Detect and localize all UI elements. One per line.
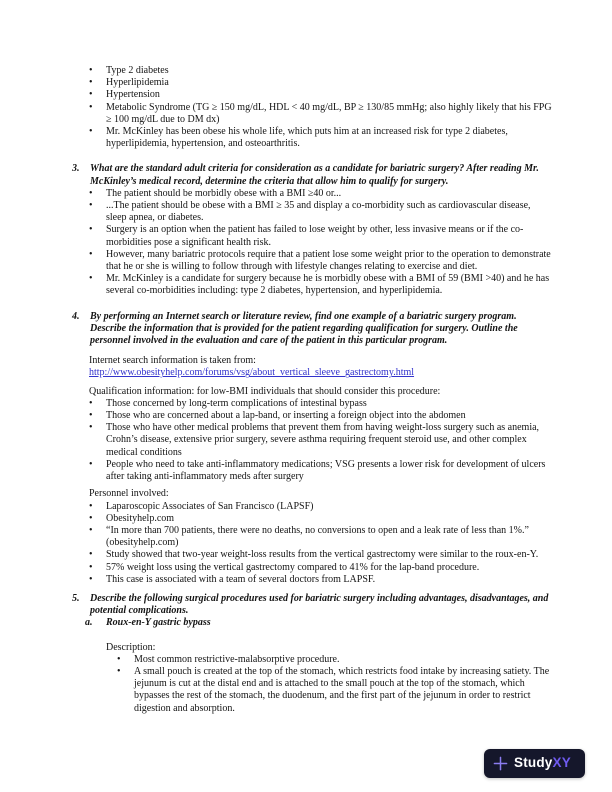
list-item: [72, 410, 552, 422]
bullet-text: ...The patient should be obese with a BMI ≥ 35 and display a co-morbidity such as cardiovascular disease, sleep apnea, or diabetes.: [106, 200, 531, 224]
question-number: 5.: [72, 592, 80, 604]
question-text: Describe the following surgical procedures used for bariatric surgery including advantages, disadvantages, and potential complications.: [90, 592, 549, 617]
bullet-glyph: •: [89, 561, 93, 573]
list-item: [72, 562, 552, 574]
document-content: [72, 65, 552, 715]
question-number: 4.: [72, 310, 80, 322]
question-3: [72, 163, 552, 187]
personnel-list: [72, 501, 552, 586]
list-item: [72, 249, 552, 273]
qualification-list: [72, 398, 552, 483]
bullet-text: People who need to take anti-inflammatory medications; VSG presents a lower risk for development of ulcers after taking anti-inflammatory meds after surgery: [106, 458, 546, 483]
bullet-glyph: •: [89, 422, 93, 434]
question-number: 3.: [72, 163, 80, 175]
bullet-glyph: •: [89, 500, 93, 512]
bullet-glyph: •: [89, 77, 93, 89]
sub-question-title: Roux-en-Y gastric bypass: [106, 617, 211, 629]
bullet-glyph: •: [89, 458, 93, 470]
bullet-glyph: •: [89, 549, 93, 561]
list-item: [72, 654, 552, 666]
bullet-glyph: •: [89, 200, 93, 212]
list-item: [72, 273, 552, 297]
bullet-text: Metabolic Syndrome (TG ≥ 150 mg/dL, HDL < 40 mg/dL, BP ≥ 130/85 mmHg; also highly likely that his FPG ≥ 100 mg/dL due to DM dx): [106, 101, 552, 125]
list-item: [72, 126, 552, 150]
bullet-text: Type 2 diabetes: [106, 65, 169, 76]
bullet-text: Mr. McKinley has been obese his whole life, which puts him at an increased risk for type 2 diabetes, hyperlipidemia, hypertension, and osteoarthritis.: [106, 126, 508, 150]
list-item: [72, 422, 552, 459]
bullet-text: Hyperlipidemia: [106, 77, 169, 89]
intro-bullet-list: [72, 65, 552, 150]
bullet-glyph: •: [89, 524, 93, 536]
bullet-glyph: •: [89, 397, 93, 409]
list-item: [72, 398, 552, 410]
bullet-glyph: •: [89, 187, 93, 199]
bullet-glyph: •: [89, 89, 93, 101]
sub-question-label: a.: [85, 617, 93, 629]
list-item: [72, 549, 552, 561]
bullet-text: The patient should be morbidly obese with a BMI ≥40 or...: [106, 187, 342, 199]
bullet-text: Those who have other medical problems that prevent them from having weight-loss surgery such as anemia, Crohn’s disease, extensive prior surgery, severe asthma requiring frequent steroid use, and other complex medical conditions: [106, 422, 540, 458]
bullet-glyph: •: [89, 512, 93, 524]
question-4: [72, 311, 552, 348]
bullet-text: 57% weight loss using the vertical gastrectomy compared to 41% for the lap-band procedure.: [106, 561, 480, 573]
list-item: [72, 501, 552, 513]
source-intro-text: Internet search information is taken from:: [89, 355, 256, 367]
list-item: [72, 200, 552, 224]
bullet-glyph: •: [117, 665, 121, 677]
bullet-text: Those who are concerned about a lap-band, or inserting a foreign object into the abdomen: [106, 410, 466, 422]
bullet-glyph: •: [89, 248, 93, 260]
bullet-text: However, many bariatric protocols require that a patient lose some weight prior to the operation to demonstrate that he or she is willing to follow through with lifestyle changes relating to exercise and diet.: [106, 248, 551, 273]
bullet-glyph: •: [89, 65, 93, 76]
question-5: [72, 593, 552, 617]
list-item: [72, 65, 552, 77]
bullet-text: Hypertension: [106, 89, 160, 101]
bullet-text: “In more than 700 patients, there were no deaths, no conversions to open and a leak rate of less than 1%.” (obesityhelp.com): [106, 524, 529, 549]
qualification-heading: Qualification information: for low-BMI individuals that should consider this procedure:: [89, 385, 441, 397]
brand-name-primary: Study: [514, 755, 553, 771]
list-item: [72, 102, 552, 126]
question-5a: [85, 617, 552, 629]
bullet-text: Most common restrictive-malabsorptive procedure.: [134, 653, 340, 665]
plus-icon: [493, 756, 508, 771]
bullet-glyph: •: [89, 410, 93, 422]
bullet-text: This case is associated with a team of several doctors from LAPSF.: [106, 573, 376, 585]
list-item: [72, 89, 552, 101]
description-heading: Description:: [106, 641, 156, 653]
source-url-link[interactable]: http://www.obesityhelp.com/forums/vsg/about_vertical_sleeve_gastrectomy.html: [89, 367, 415, 379]
personnel-heading: Personnel involved:: [89, 488, 169, 500]
list-item: [72, 666, 552, 715]
list-item: [72, 513, 552, 525]
bullet-glyph: •: [89, 101, 93, 113]
list-item: [72, 224, 552, 248]
list-item: [72, 574, 552, 586]
list-item: [72, 459, 552, 483]
question-text: By performing an Internet search or literature review, find one example of a bariatric surgery program. Describe the information that is provided for the patient regarding qualification for surgery. Outline the personnel involved in the evaluation and care of the patient in this particular program.: [90, 310, 518, 347]
bullet-text: Obesityhelp.com: [106, 512, 175, 524]
list-item: [72, 77, 552, 89]
bullet-text: A small pouch is created at the top of the stomach, which restricts food intake by increasing satiety. The jejunum is cut at the distal end and is attached to the small pouch at the top of the stomach, which bypasses the rest of the stomach, the duodenum, and the first part of the jejunum in order to restrict digestion and absorption.: [134, 665, 550, 714]
brand-name-accent: XY: [552, 755, 571, 771]
bullet-glyph: •: [89, 573, 93, 585]
brand-wordmark: [514, 757, 571, 769]
bullet-text: Those concerned by long-term complications of intestinal bypass: [106, 397, 367, 409]
bullet-glyph: •: [89, 224, 93, 236]
bullet-glyph: •: [89, 273, 93, 285]
bullet-glyph: •: [89, 126, 93, 138]
studyxy-logo: [484, 749, 585, 778]
list-item: [72, 525, 552, 549]
bullet-text: Surgery is an option when the patient has failed to lose weight by other, less invasive means or if the co-morbidities pose a significant health risk.: [106, 224, 524, 248]
bullet-text: Study showed that two-year weight-loss results from the vertical gastrectomy were similar to the roux-en-Y.: [106, 549, 539, 561]
bullet-text: Mr. McKinley is a candidate for surgery because he is morbidly obese with a BMI of 59 (BMI >40) and he has several co-morbidities including: type 2 diabetes, hypertension, and hyperlipidemia.: [106, 273, 550, 297]
bullet-glyph: •: [117, 653, 121, 665]
question-text: What are the standard adult criteria for consideration as a candidate for bariatric surgery? After reading Mr. McKinley’s medical record, determine the criteria that allow him to qualify for surgery.: [90, 163, 539, 187]
list-item: [72, 188, 552, 200]
source-paragraph: [89, 355, 552, 379]
description-list: [72, 654, 552, 715]
bullet-text: Laparoscopic Associates of San Francisco (LAPSF): [106, 500, 314, 512]
question-3-answer-list: [72, 188, 552, 298]
